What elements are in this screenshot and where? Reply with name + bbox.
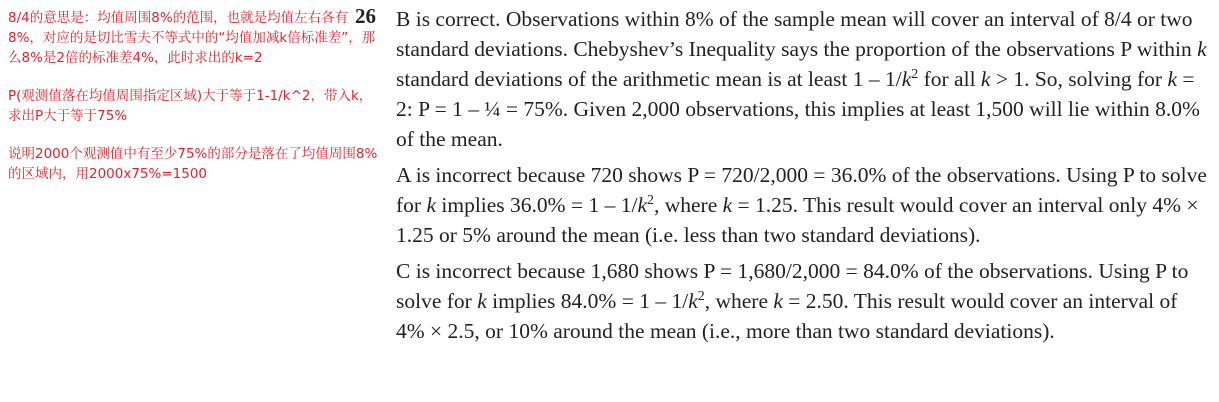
- annotation-notes: [8, 8, 380, 184]
- option-a-paragraph: [396, 160, 1208, 250]
- variable-k: k: [722, 193, 733, 217]
- text: for all: [918, 67, 981, 91]
- answer-explanation: [396, 4, 1208, 346]
- variable-k: k: [688, 289, 698, 313]
- exponent: 2: [911, 66, 919, 82]
- text: implies 84.0% = 1 – 1/: [486, 289, 689, 313]
- variable-k: k: [637, 193, 647, 217]
- variable-k: k: [901, 67, 912, 91]
- text: = 2: P = 1 – ¼ = 75%. Given 2,000 observations, this implies at least 1,500 will lie within 8.0% of the mean.: [396, 67, 1200, 151]
- text: , where: [704, 289, 774, 313]
- text: B is correct. Observations within 8% of the sample mean will cover an interval of 8/4 or two standard deviations. Chebyshev’s Inequality says the proportion of the observations P within: [396, 7, 1198, 61]
- exponent: 2: [697, 288, 705, 304]
- variable-k: k: [773, 289, 783, 313]
- annotation-note: P(观测值落在均值周围指定区域)大于等于1-1/k^2，带入k，求出P大于等于75%: [8, 88, 373, 124]
- variable-k: k: [980, 67, 991, 91]
- variable-k: k: [1167, 67, 1177, 91]
- text: , where: [653, 193, 723, 217]
- option-c-paragraph: [396, 256, 1208, 346]
- text: A is incorrect because 720 shows P = 720/2,000 = 36.0% of the observations. Using P to solve for: [396, 163, 1207, 217]
- text: implies 36.0% = 1 – 1/: [436, 193, 638, 217]
- variable-k: k: [477, 289, 487, 313]
- text: > 1. So, solving for: [990, 67, 1168, 91]
- variable-k: k: [426, 193, 436, 217]
- text: = 2.50. This result would cover an interval of 4% × 2.5, or 10% around the mean (i.e., more than two standard deviations).: [396, 289, 1178, 343]
- exponent: 2: [646, 192, 654, 208]
- correct-answer-paragraph: [396, 4, 1208, 154]
- text: standard deviations of the arithmetic mean is at least 1 – 1/: [396, 67, 902, 91]
- variable-k: k: [1197, 37, 1207, 61]
- annotation-note: 8/4的意思是：均值周围8%的范围，也就是均值左右各有8%，对应的是切比雪夫不等式中的“均值加减k倍标准差”，那么8%是2倍的标准差4%，此时求出的k=2: [8, 10, 376, 66]
- text: = 1.25. This result would cover an interval only 4% × 1.25 or 5% around the mean (i.e. less than two standard deviations).: [396, 193, 1199, 247]
- text: C is incorrect because 1,680 shows P = 1,680/2,000 = 84.0% of the observations. Using P to solve for: [396, 259, 1189, 313]
- annotation-note: 说明2000个观测值中有至少75%的部分是落在了均值周围8%的区域内，用2000x75%=1500: [8, 146, 378, 182]
- question-number: 26: [355, 4, 376, 28]
